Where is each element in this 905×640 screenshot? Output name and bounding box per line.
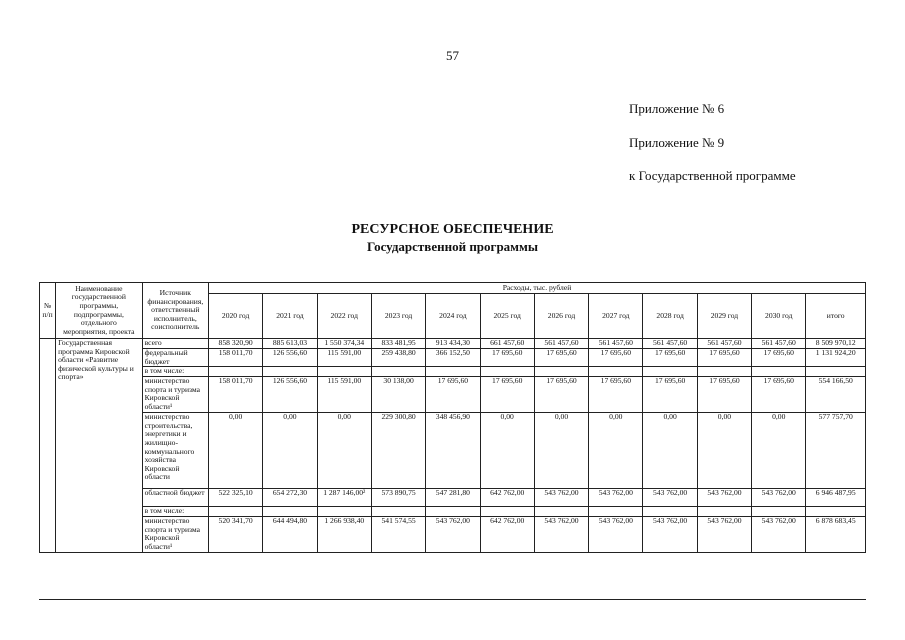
value-cell: 0,00 <box>208 413 262 489</box>
value-cell <box>317 507 371 517</box>
header-name: Наименование государственной программы, подпрограммы, отдельного мероприятия, проекта <box>56 283 143 339</box>
value-cell: 1 550 374,34 <box>317 339 371 349</box>
value-cell: 126 556,60 <box>263 377 317 413</box>
source-cell: министерство спорта и туризма Кировской области¹ <box>142 517 208 552</box>
value-cell <box>697 367 751 377</box>
value-cell: 543 762,00 <box>643 517 697 552</box>
appendix-line-2: Приложение № 9 <box>629 135 725 150</box>
value-cell <box>643 507 697 517</box>
value-cell <box>589 367 643 377</box>
table-row <box>40 349 866 367</box>
header-expenses: Расходы, тыс. рублей <box>208 283 865 294</box>
value-cell: 543 762,00 <box>643 489 697 507</box>
value-cell: 115 591,00 <box>317 349 371 367</box>
value-cell: 17 695,60 <box>697 349 751 367</box>
value-cell: 833 481,95 <box>371 339 425 349</box>
value-cell <box>208 507 262 517</box>
total-cell: 577 757,70 <box>806 413 866 489</box>
total-cell <box>806 507 866 517</box>
value-cell <box>589 507 643 517</box>
value-cell: 17 695,60 <box>589 349 643 367</box>
appendix-line-3: к Государственной программе <box>629 168 796 183</box>
value-cell: 522 325,10 <box>208 489 262 507</box>
header-year: 2020 год <box>208 294 262 339</box>
value-cell: 0,00 <box>752 413 806 489</box>
program-name-cell: Государственная программа Кировской области «Развитие физической культуры и спорта» <box>56 339 143 553</box>
value-cell: 229 300,80 <box>371 413 425 489</box>
value-cell: 543 762,00 <box>752 517 806 552</box>
value-cell <box>480 367 534 377</box>
value-cell: 858 320,90 <box>208 339 262 349</box>
value-cell: 654 272,30 <box>263 489 317 507</box>
header-year: 2022 год <box>317 294 371 339</box>
header-year: 2029 год <box>697 294 751 339</box>
source-cell: областной бюджет <box>142 489 208 507</box>
value-cell: 913 434,30 <box>426 339 480 349</box>
header-source: Источник финансирования, ответственный исполнитель, соисполнитель <box>142 283 208 339</box>
header-num: № п/п <box>40 283 56 339</box>
table-row <box>40 413 866 489</box>
value-cell: 1 287 146,00² <box>317 489 371 507</box>
table-row <box>40 339 866 349</box>
resource-table <box>39 282 866 553</box>
value-cell <box>371 507 425 517</box>
value-cell: 17 695,60 <box>534 377 588 413</box>
value-cell: 0,00 <box>263 413 317 489</box>
value-cell <box>697 507 751 517</box>
value-cell: 561 457,60 <box>643 339 697 349</box>
value-cell: 661 457,60 <box>480 339 534 349</box>
value-cell: 158 011,70 <box>208 349 262 367</box>
value-cell: 543 762,00 <box>752 489 806 507</box>
value-cell: 0,00 <box>643 413 697 489</box>
value-cell <box>371 367 425 377</box>
header-year: 2023 год <box>371 294 425 339</box>
total-cell: 6 946 487,95 <box>806 489 866 507</box>
value-cell: 543 762,00 <box>589 517 643 552</box>
value-cell: 520 341,70 <box>208 517 262 552</box>
appendix-line-1: Приложение № 6 <box>629 101 725 116</box>
value-cell: 17 695,60 <box>589 377 643 413</box>
value-cell: 547 281,80 <box>426 489 480 507</box>
document-subtitle: Государственной программы <box>366 239 539 254</box>
value-cell: 17 695,60 <box>480 377 534 413</box>
value-cell <box>534 367 588 377</box>
value-cell: 0,00 <box>589 413 643 489</box>
value-cell: 17 695,60 <box>480 349 534 367</box>
value-cell: 17 695,60 <box>643 377 697 413</box>
source-cell: федеральный бюджет <box>142 349 208 367</box>
value-cell: 115 591,00 <box>317 377 371 413</box>
value-cell: 366 152,50 <box>426 349 480 367</box>
total-cell: 6 878 683,45 <box>806 517 866 552</box>
header-year: 2030 год <box>752 294 806 339</box>
value-cell: 17 695,60 <box>752 377 806 413</box>
total-cell: 1 131 924,20 <box>806 349 866 367</box>
value-cell: 17 695,60 <box>752 349 806 367</box>
value-cell: 885 613,03 <box>263 339 317 349</box>
header-year: 2025 год <box>480 294 534 339</box>
value-cell: 543 762,00 <box>697 517 751 552</box>
value-cell <box>263 367 317 377</box>
value-cell <box>317 367 371 377</box>
table-row <box>40 507 866 517</box>
value-cell: 348 456,90 <box>426 413 480 489</box>
value-cell: 0,00 <box>697 413 751 489</box>
value-cell: 644 494,80 <box>263 517 317 552</box>
value-cell: 561 457,60 <box>589 339 643 349</box>
header-year: 2024 год <box>426 294 480 339</box>
value-cell: 543 762,00 <box>534 489 588 507</box>
total-cell: 554 166,50 <box>806 377 866 413</box>
row-number-cell <box>40 339 56 553</box>
value-cell <box>643 367 697 377</box>
value-cell <box>480 507 534 517</box>
value-cell: 573 890,75 <box>371 489 425 507</box>
header-total: итого <box>806 294 866 339</box>
value-cell: 17 695,60 <box>697 377 751 413</box>
value-cell: 1 266 938,40 <box>317 517 371 552</box>
document-title: РЕСУРСНОЕ ОБЕСПЕЧЕНИЕ <box>351 222 554 237</box>
value-cell <box>534 507 588 517</box>
total-cell: 8 509 970,12 <box>806 339 866 349</box>
value-cell: 158 011,70 <box>208 377 262 413</box>
value-cell: 561 457,60 <box>752 339 806 349</box>
value-cell: 543 762,00 <box>697 489 751 507</box>
value-cell: 17 695,60 <box>643 349 697 367</box>
header-year: 2028 год <box>643 294 697 339</box>
source-cell: министерство спорта и туризма Кировской области¹ <box>142 377 208 413</box>
value-cell: 543 762,00 <box>534 517 588 552</box>
value-cell: 126 556,60 <box>263 349 317 367</box>
value-cell: 642 762,00 <box>480 517 534 552</box>
value-cell: 0,00 <box>317 413 371 489</box>
value-cell <box>426 367 480 377</box>
page-cut-line <box>39 599 866 600</box>
value-cell: 259 438,80 <box>371 349 425 367</box>
value-cell <box>752 507 806 517</box>
value-cell: 0,00 <box>534 413 588 489</box>
source-cell: министерство строительства, энергетики и жилищно-коммунального хозяйства Кировской области <box>142 413 208 489</box>
header-year: 2021 год <box>263 294 317 339</box>
total-cell <box>806 367 866 377</box>
table-row <box>40 367 866 377</box>
value-cell: 561 457,60 <box>534 339 588 349</box>
value-cell: 543 762,00 <box>426 517 480 552</box>
header-year: 2027 год <box>589 294 643 339</box>
value-cell: 17 695,60 <box>426 377 480 413</box>
value-cell: 17 695,60 <box>534 349 588 367</box>
value-cell <box>426 507 480 517</box>
header-year: 2026 год <box>534 294 588 339</box>
value-cell: 541 574,55 <box>371 517 425 552</box>
value-cell: 0,00 <box>480 413 534 489</box>
value-cell: 561 457,60 <box>697 339 751 349</box>
page-number: 57 <box>446 48 459 63</box>
source-cell: в том числе: <box>142 367 208 377</box>
table-row <box>40 377 866 413</box>
value-cell: 543 762,00 <box>589 489 643 507</box>
value-cell: 30 138,00 <box>371 377 425 413</box>
source-cell: в том числе: <box>142 507 208 517</box>
table-row <box>40 489 866 507</box>
value-cell: 642 762,00 <box>480 489 534 507</box>
table-row <box>40 517 866 552</box>
source-cell: всего <box>142 339 208 349</box>
value-cell <box>752 367 806 377</box>
value-cell <box>263 507 317 517</box>
value-cell <box>208 367 262 377</box>
